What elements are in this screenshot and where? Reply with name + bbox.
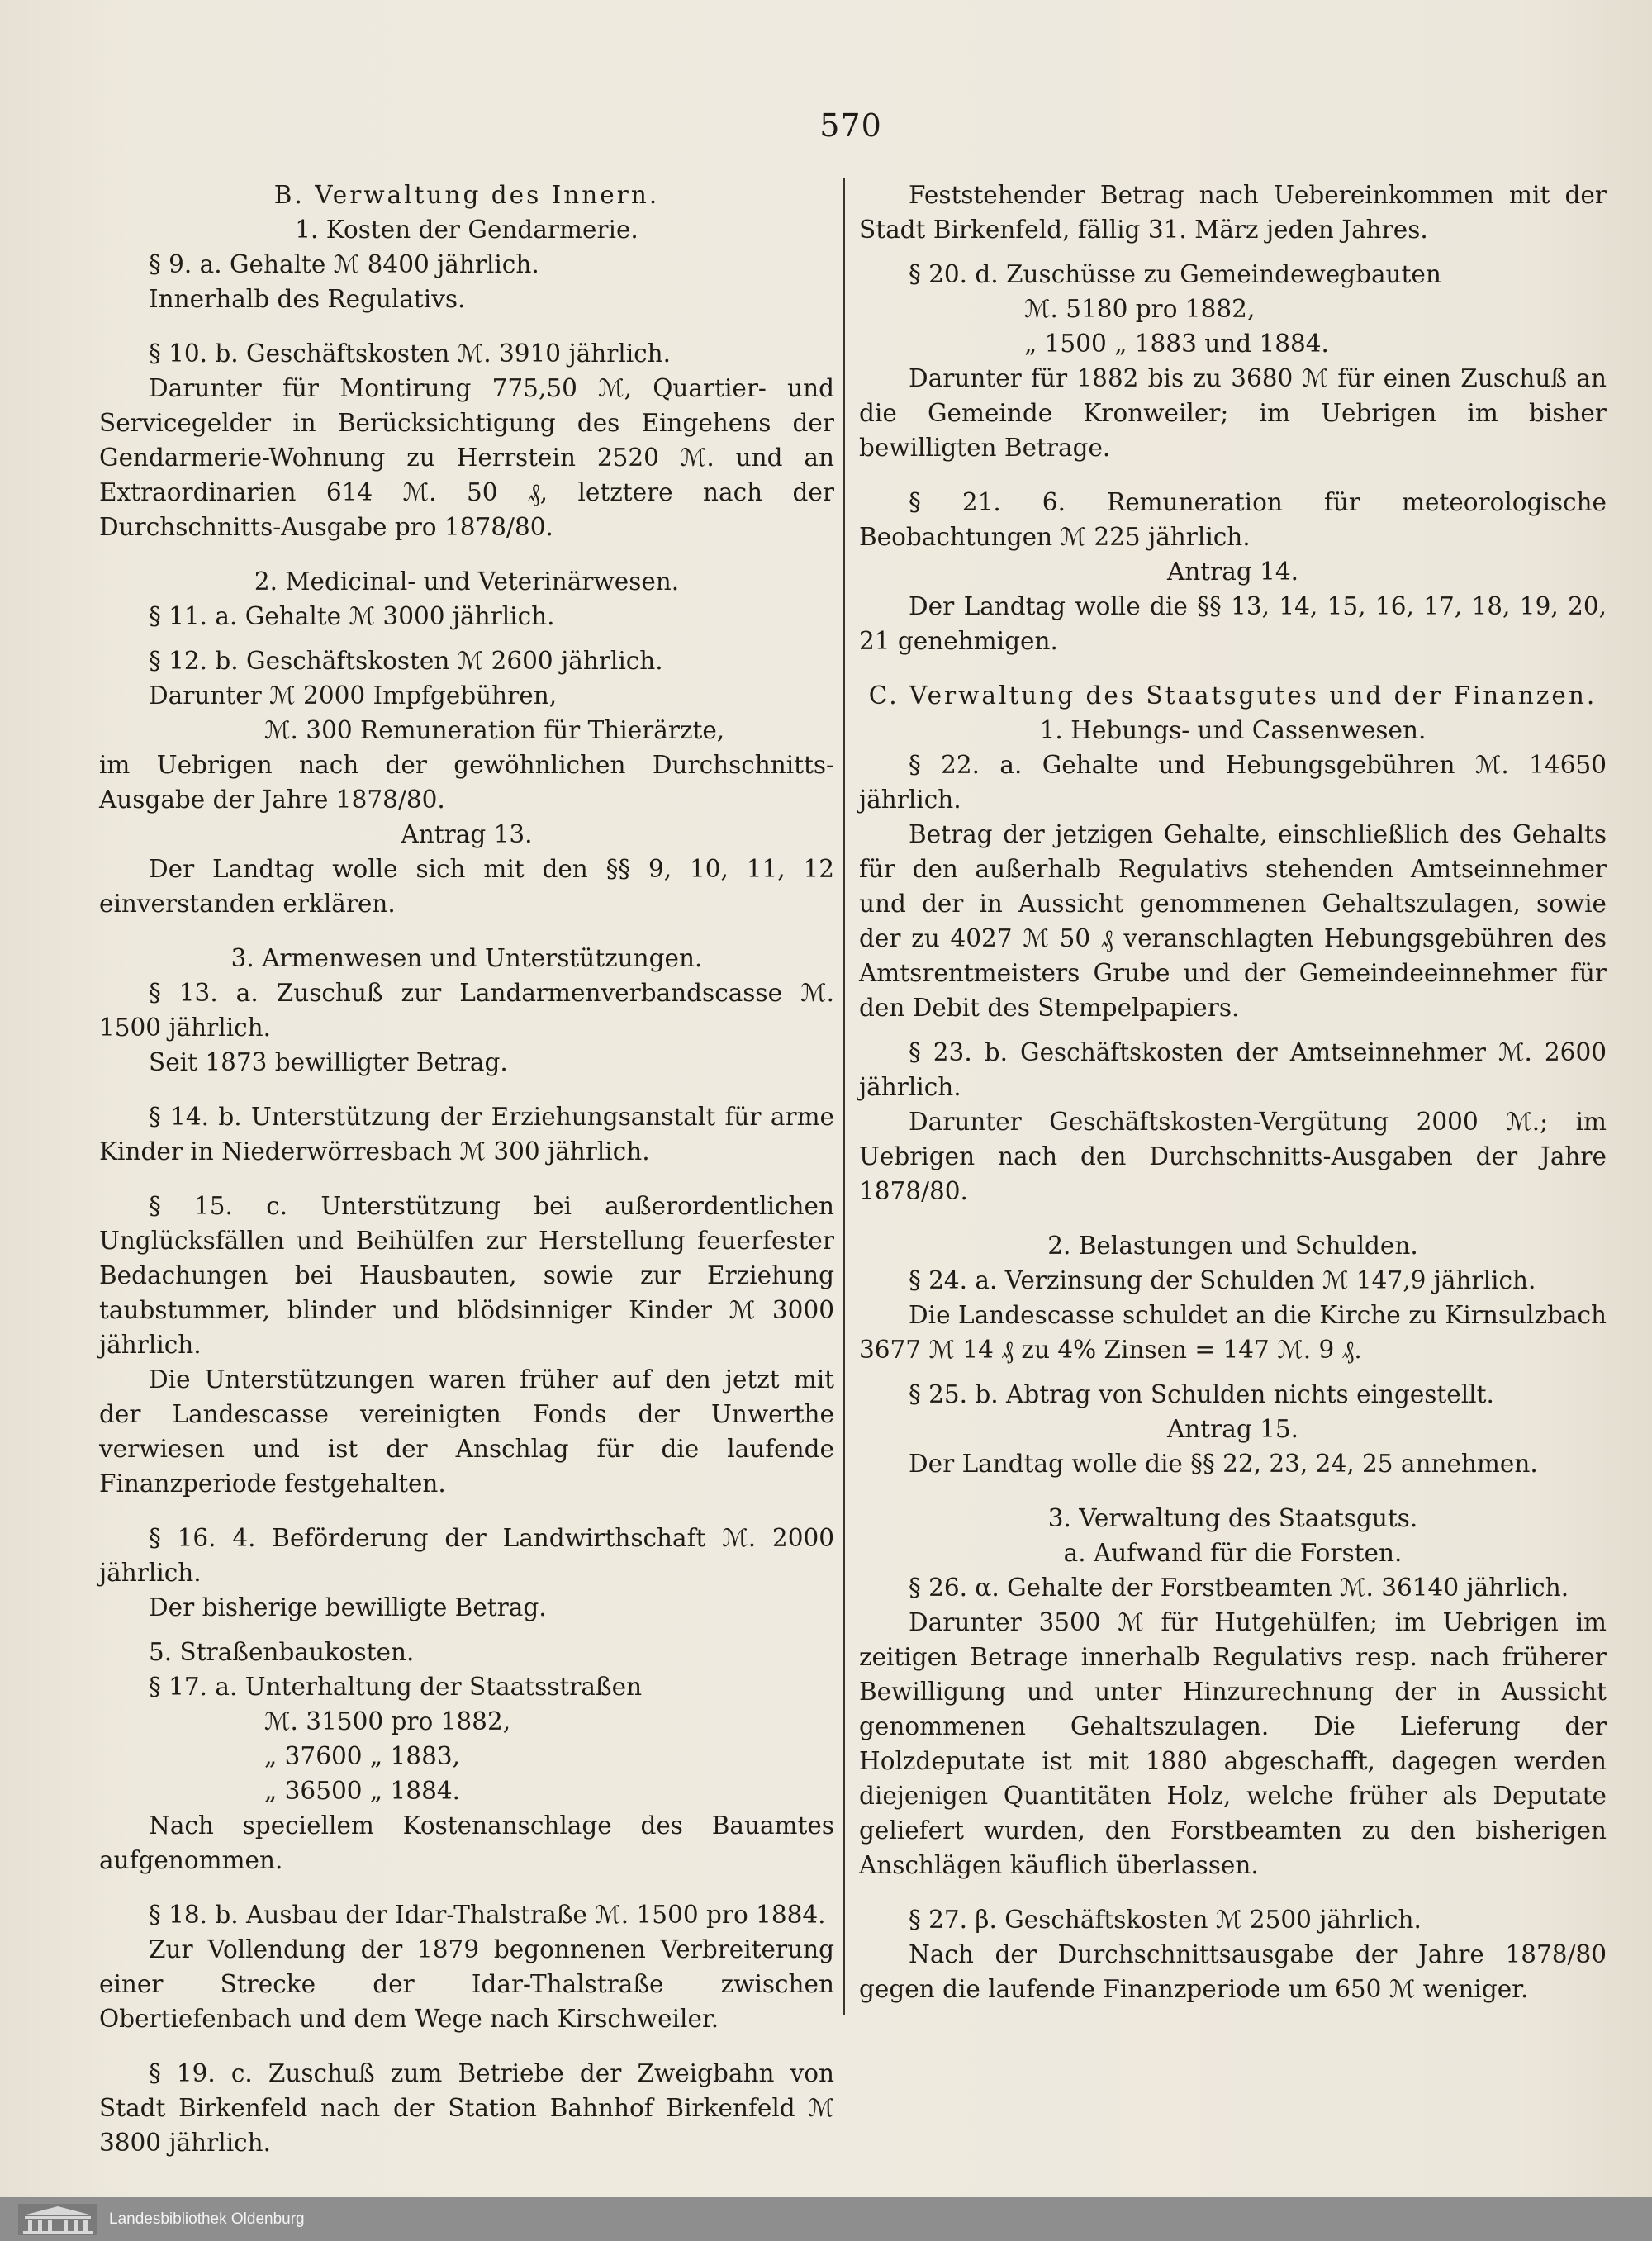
right-paragraph: 3. Verwaltung des Staatsguts. — [1047, 1504, 1418, 1532]
left-paragraph: § 18. b. Ausbau der Idar-Thalstraße ℳ. 1500 pro 1884. — [149, 1901, 826, 1929]
left-paragraph: § 10. b. Geschäftskosten ℳ. 3910 jährlich. — [149, 339, 672, 368]
right-paragraph: Der Landtag wolle die §§ 13, 14, 15, 16, 17, 18, 19, 20, 21 genehmigen. — [859, 592, 1607, 655]
left-paragraph: „ 36500 „ 1884. — [264, 1777, 460, 1805]
left-paragraph: § 14. b. Unterstützung der Erziehungsanstalt für arme Kinder in Niederwörresbach ℳ 300 jährlich. — [99, 1103, 834, 1166]
left-paragraph: Seit 1873 bewilligter Betrag. — [149, 1048, 508, 1076]
left-paragraph: § 15. c. Unterstützung bei außerordentlichen Unglücksfällen und Beihülfen zur Herstellung feuerfester Bedachungen bei Hausbauten, sowie zur Erziehung taubstummer, blinder und blödsinniger Kinder ℳ 3000 jährlich. — [99, 1192, 834, 1359]
right-paragraph: C. Verwaltung des Staatsgutes und der Finanzen. — [868, 681, 1597, 710]
right-column — [859, 178, 1607, 2006]
right-paragraph: § 23. b. Geschäftskosten der Amtseinnehmer ℳ. 2600 jährlich. — [859, 1038, 1607, 1101]
left-paragraph: Die Unterstützungen waren früher auf den jetzt mit der Landescasse vereinigten Fonds der Unwerthe verwiesen und ist der Anschlag für die laufende Finanzperiode festgehalten. — [99, 1365, 834, 1498]
right-paragraph: § 25. b. Abtrag von Schulden nichts eingestellt. — [909, 1380, 1494, 1408]
paragraph-spacer — [99, 1169, 834, 1189]
right-paragraph: Die Landescasse schuldet an die Kirche zu Kirnsulzbach 3677 ℳ 14 ₰ zu 4% Zinsen = 147 ℳ. 9 ₰. — [859, 1301, 1607, 1364]
right-paragraph: § 21. 6. Remuneration für meteorologische Beobachtungen ℳ 225 jährlich. — [859, 488, 1607, 551]
library-building-icon — [18, 2204, 97, 2235]
footer-bar — [0, 2197, 1652, 2241]
left-paragraph: § 11. a. Gehalte ℳ 3000 jährlich. — [149, 602, 555, 630]
right-paragraph: § 22. a. Gehalte und Hebungsgebühren ℳ. 14650 jährlich. — [859, 751, 1607, 814]
library-name: Landesbibliothek Oldenburg — [109, 2210, 305, 2228]
right-paragraph: Der Landtag wolle die §§ 22, 23, 24, 25 annehmen. — [909, 1450, 1538, 1478]
left-paragraph: § 19. c. Zuschuß zum Betriebe der Zweigbahn von Stadt Birkenfeld nach der Station Bahnhof Birkenfeld ℳ 3800 jährlich. — [99, 2059, 834, 2157]
left-paragraph: § 13. a. Zuschuß zur Landarmenverbandscasse ℳ. 1500 jährlich. — [99, 979, 834, 1042]
left-paragraph: 3. Armenwesen und Unterstützungen. — [230, 944, 703, 972]
right-paragraph: Darunter Geschäftskosten-Vergütung 2000 ℳ.; im Uebrigen nach den Durchschnitts-Ausgaben der Jahre 1878/80. — [859, 1108, 1607, 1205]
right-paragraph: Feststehender Betrag nach Uebereinkommen mit der Stadt Birkenfeld, fällig 31. März jeden Jahres. — [859, 181, 1607, 244]
paragraph-spacer — [99, 2036, 834, 2056]
paragraph-spacer — [99, 1878, 834, 1897]
right-paragraph: 1. Hebungs- und Cassenwesen. — [1039, 716, 1427, 744]
left-paragraph: ℳ. 300 Remuneration für Thierärzte, — [264, 716, 725, 744]
right-paragraph: 2. Belastungen und Schulden. — [1047, 1232, 1418, 1260]
left-paragraph: Darunter ℳ 2000 Impfgebühren, — [149, 681, 558, 710]
left-paragraph: § 9. a. Gehalte ℳ 8400 jährlich. — [149, 250, 539, 278]
left-paragraph: Innerhalb des Regulativs. — [149, 285, 466, 313]
page-number: 570 — [819, 107, 882, 144]
right-paragraph: Darunter für 1882 bis zu 3680 ℳ für einen Zuschuß an die Gemeinde Kronweiler; im Uebrigen im bisher bewilligten Betrage. — [859, 364, 1607, 462]
right-paragraph: § 26. α. Gehalte der Forstbeamten ℳ. 36140 jährlich. — [909, 1574, 1569, 1602]
left-paragraph: § 16. 4. Beförderung der Landwirthschaft ℳ. 2000 jährlich. — [99, 1524, 834, 1587]
right-paragraph: Antrag 14. — [1166, 558, 1299, 586]
paragraph-spacer — [859, 1208, 1607, 1228]
right-paragraph: § 24. a. Verzinsung der Schulden ℳ 147,9 jährlich. — [909, 1266, 1536, 1294]
left-paragraph: § 12. b. Geschäftskosten ℳ 2600 jährlich. — [149, 647, 663, 675]
paragraph-spacer — [859, 465, 1607, 485]
paragraph-spacer — [99, 544, 834, 564]
right-paragraph: ℳ. 5180 pro 1882, — [1024, 295, 1256, 323]
paragraph-spacer — [99, 634, 834, 643]
right-paragraph: Darunter 3500 ℳ für Hutgehülfen; im Uebrigen im zeitigen Betrage innerhalb Regulativs resp. nach früherer Bewilligung und unter Hinzurechnung der in Aussicht genommenen Gehaltszulagen. Die Lieferung der Holzdeputate ist mit 1880 abgeschafft, dagegen werden diejenigen Quantitäten Holz, welche früher als Deputate geliefert wurden, den Forstbeamten zu den bisherigen Anschlägen käuflich überlassen. — [859, 1608, 1607, 1879]
paragraph-spacer — [859, 1883, 1607, 1902]
left-paragraph: „ 37600 „ 1883, — [264, 1742, 460, 1770]
left-paragraph: 1. Kosten der Gendarmerie. — [295, 216, 638, 244]
left-paragraph: Nach speciellem Kostenanschlage des Bauamtes aufgenommen. — [99, 1811, 834, 1874]
left-paragraph: § 17. a. Unterhaltung der Staatsstraßen — [149, 1673, 643, 1701]
right-paragraph: Nach der Durchschnittsausgabe der Jahre 1878/80 gegen die laufende Finanzperiode um 650 ℳ weniger. — [859, 1940, 1607, 2003]
left-paragraph: 2. Medicinal- und Veterinärwesen. — [254, 567, 680, 596]
column-divider — [843, 178, 845, 2015]
left-paragraph: B. Verwaltung des Innern. — [273, 181, 660, 209]
paragraph-spacer — [99, 316, 834, 336]
right-paragraph: a. Aufwand für die Forsten. — [1063, 1539, 1403, 1567]
right-paragraph: „ 1500 „ 1883 und 1884. — [1024, 330, 1329, 358]
paragraph-spacer — [859, 658, 1607, 678]
right-paragraph: Betrag der jetzigen Gehalte, einschließlich des Gehalts für den außerhalb Regulativs stehenden Amtseinnehmer und der in Aussicht genommenen Gehaltszulagen, sowie der zu 4027 ℳ 50 ₰ veranschlagten Hebungsgebühren des Amtsrentmeisters Grube und der Gemeindeeinnehmer für den Debit des Stempelpapiers. — [859, 820, 1607, 1022]
left-paragraph: 5. Straßenbaukosten. — [149, 1638, 415, 1666]
left-paragraph: Der bisherige bewilligte Betrag. — [149, 1593, 547, 1621]
right-paragraph: § 20. d. Zuschüsse zu Gemeindewegbauten — [909, 260, 1441, 288]
left-paragraph: ℳ. 31500 pro 1882, — [264, 1707, 511, 1735]
left-paragraph: Darunter für Montirung 775,50 ℳ, Quartier- und Servicegelder in Berücksichtigung des Eingehens der Gendarmerie-Wohnung zu Herrstein 2520 ℳ. und an Extraordinarien 614 ℳ. 50 ₰, letztere nach der Durchschnitts-Ausgabe pro 1878/80. — [99, 374, 834, 541]
left-paragraph: Antrag 13. — [401, 820, 533, 848]
paragraph-spacer — [99, 1625, 834, 1635]
paragraph-spacer — [859, 1025, 1607, 1035]
right-paragraph: § 27. β. Geschäftskosten ℳ 2500 jährlich. — [909, 1906, 1422, 1934]
left-paragraph: Der Landtag wolle sich mit den §§ 9, 10, 11, 12 einverstanden erklären. — [99, 855, 834, 918]
left-paragraph: im Uebrigen nach der gewöhnlichen Durchschnitts-Ausgabe der Jahre 1878/80. — [99, 751, 834, 814]
right-paragraph: Antrag 15. — [1166, 1415, 1299, 1443]
paragraph-spacer — [859, 1367, 1607, 1377]
paragraph-spacer — [99, 1501, 834, 1521]
left-column — [99, 178, 834, 2160]
paragraph-spacer — [859, 247, 1607, 257]
paragraph-spacer — [859, 1481, 1607, 1501]
paragraph-spacer — [99, 921, 834, 941]
left-paragraph: Zur Vollendung der 1879 begonnenen Verbreiterung einer Strecke der Idar-Thalstraße zwischen Obertiefenbach und dem Wege nach Kirschweiler. — [99, 1935, 834, 2033]
paragraph-spacer — [99, 1080, 834, 1099]
